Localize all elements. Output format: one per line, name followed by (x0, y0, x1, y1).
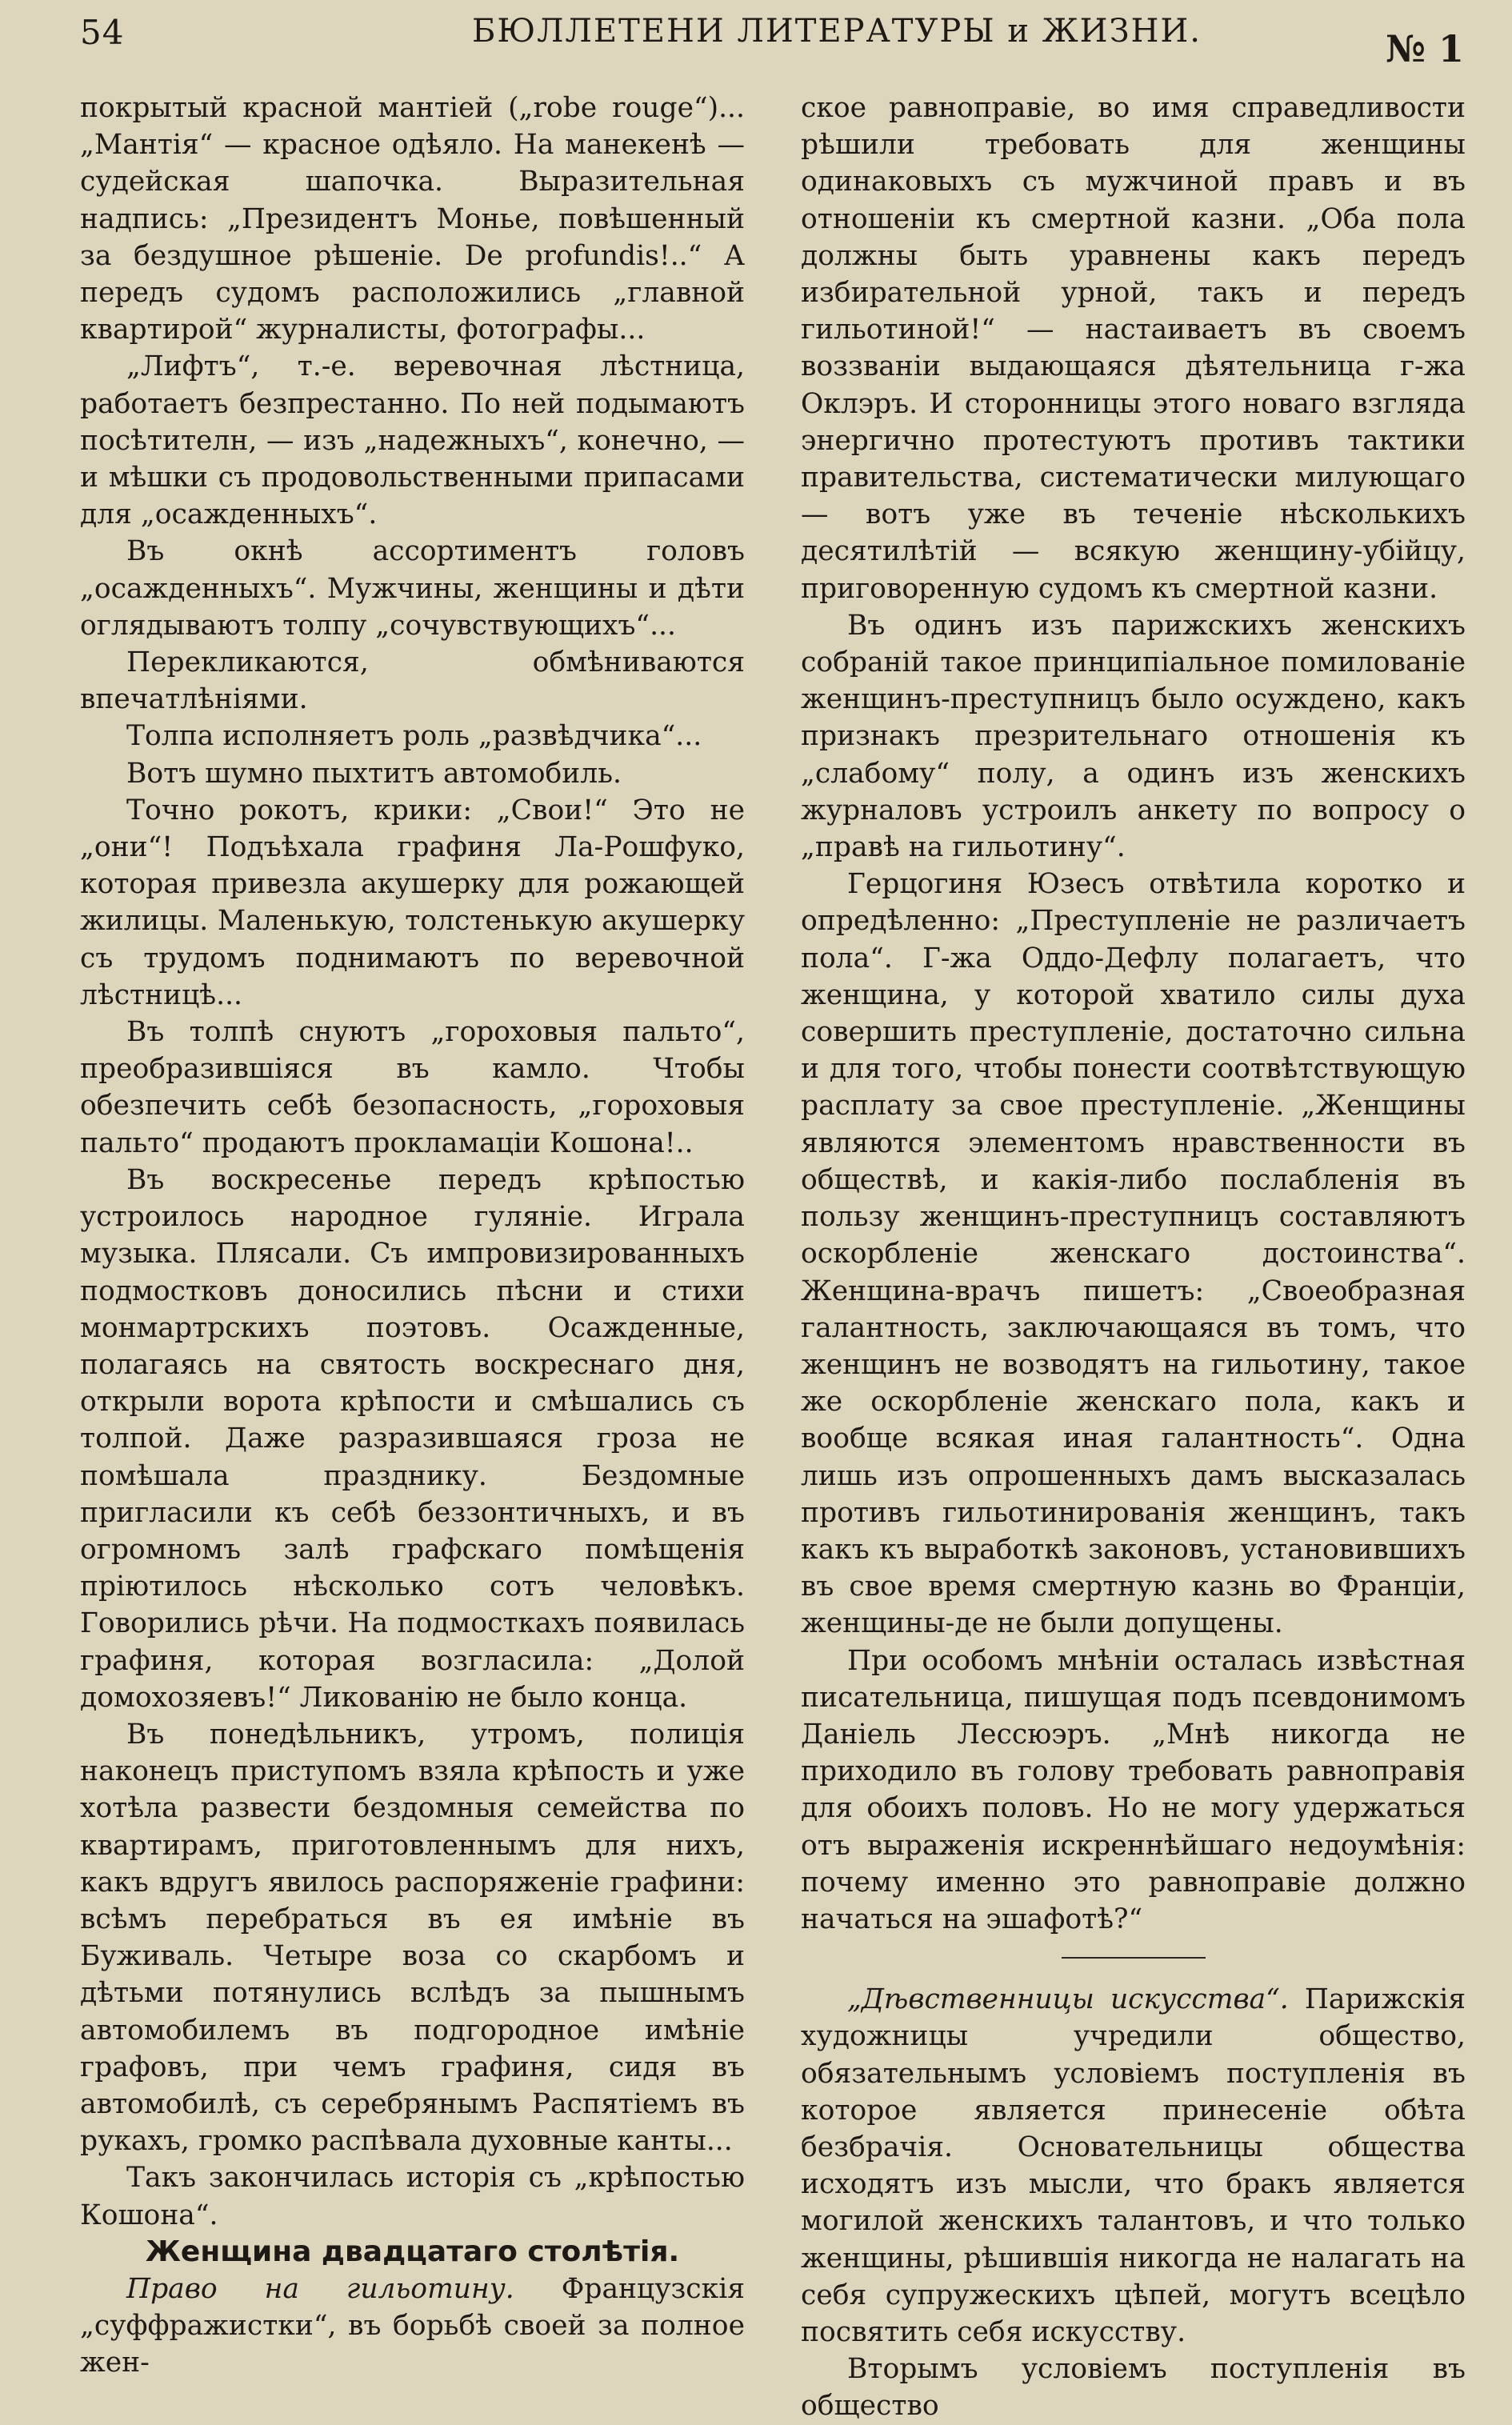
running-title: БЮЛЛЕТЕНИ ЛИТЕРАТУРЫ и ЖИЗНИ. (472, 13, 1202, 50)
paragraph: ское равноправіе, во имя справедливости рѣшили требовать для женщины одинаковыхъ съ мужчиной правъ и въ отношеніи къ смертной казни. „Оба пола должны быть уравнены какъ передъ избирательной урной, такъ и передъ гильотиной!“ — настаиваетъ въ своемъ воззваніи выдающаяся дѣятельница г-жа Оклэръ. И сторонницы этого новаго взгляда энергично протестуютъ противъ тактики правительства, систематически милующаго — вотъ уже въ теченіе нѣсколькихъ десятилѣтій — всякую женщину-убійцу, приговоренную судомъ къ смертной казни. (801, 92, 1466, 605)
paragraph-lead: Право на гильотину. (126, 2272, 514, 2305)
paragraph: Герцогиня Юзесъ отвѣтила коротко и опредѣленно: „Преступленіе не различаетъ пола“. Г-жа Оддо-Дефлу полагаетъ, что женщина, у которой хватило силы духа совершить преступленіе, достаточно сильна и для того, чтобы понести соотвѣтствующую расплату за свое преступленіе. „Женщины являются элементомъ нравственности въ обществѣ, и какія-либо послабленія въ пользу женщинъ-преступницъ составляютъ оскорбленіе женскаго достоинства“. Женщина-врачъ пишетъ: „Своеобразная галантность, заключающаяся въ томъ, что женщинъ не возводятъ на гильотину, такое же оскорбленіе женскаго пола, какъ и вообще всякая иная галантность“. Одна лишь изъ опрошенныхъ дамъ высказалась противъ гильотинированія женщинъ, такъ какъ къ выработкѣ законовъ, установившихъ въ свое время смертную казнь во Франціи, женщины-де не были допущены. (801, 868, 1466, 1640)
right-column (801, 90, 1466, 2423)
paragraph: Въ одинъ изъ парижскихъ женскихъ собраній такое принципіальное помилованіе женщинъ-преступницъ было осуждено, какъ признакъ презрительнаго отношенія къ „слабому“ полу, а одинъ изъ женскихъ журналовъ устроилъ анкету по вопросу о „правѣ на гильотину“. (801, 609, 1466, 864)
paragraph: Такъ закончилась исторія съ „крѣпостью Кошона“. (80, 2162, 745, 2231)
paragraph: Въ воскресенье передъ крѣпостью устроилось народное гуляніе. Играла музыка. Плясали. Съ импровизированныхъ подмостковъ доносились пѣсни и стихи монмартрскихъ поэтовъ. Осажденные, полагаясь на святость воскреснаго дня, открыли ворота крѣпости и смѣшались съ толпой. Даже разразившаяся гроза не помѣшала празднику. Бездомные пригласили къ себѣ беззонтичныхъ, и въ огромномъ залѣ графскаго помѣщенія пріютилось нѣсколько сотъ человѣкъ. Говорились рѣчи. На подмосткахъ появилась графиня, которая возгласила: „Долой домохозяевъ!“ Ликованію не было конца. (80, 1163, 745, 1714)
paragraph: Вторымъ условіемъ поступленія въ общество (801, 2353, 1466, 2423)
paragraph: Толпа исполняетъ роль „развѣдчика“... (126, 720, 702, 753)
paragraph-text: Французскія „суффражистки“, въ борьбѣ своей за полное жен- (80, 2272, 745, 2379)
paragraph (80, 2271, 745, 2382)
text-columns (80, 90, 1466, 2423)
paragraph: покрытый красной мантіей („robe rouge“)... „Мантія“ — красное одѣяло. На манекенѣ — судейская шапочка. Выразительная надпись: „Президентъ Монье, повѣшенный за бездушное рѣшеніе. De profundis!..“ А передъ судомъ расположились „главной квартирой“ журналисты, фотографы... (80, 92, 745, 346)
paragraph: Въ окнѣ ассортиментъ головъ „осажденныхъ“. Мужчины, женщины и дѣти оглядываютъ толпу „сочувствующихъ“... (80, 535, 745, 642)
paragraph-lead: „Дѣвственницы искусства“. (847, 1983, 1289, 2016)
paragraph: Вотъ шумно пыхтитъ автомобиль. (126, 757, 622, 790)
paragraph (801, 1981, 1466, 2351)
left-column (80, 90, 745, 2379)
paragraph: Въ толпѣ снуютъ „гороховыя пальто“, преобразившіяся въ камло. Чтобы обезпечить себѣ безопасность, „гороховыя пальто“ продаютъ прокламаціи Кошона!.. (80, 1016, 745, 1159)
section-heading: Женщина двадцатаго столѣтія. (145, 2235, 680, 2268)
issue-number: № 1 (1385, 27, 1464, 70)
paragraph: Точно рокотъ, крики: „Свои!“ Это не „они“! Подъѣхала графиня Ла-Рошфуко, которая привезла акушерку для рожающей жилицы. Маленькую, толстенькую акушерку съ трудомъ поднимаютъ по веревочной лѣстницѣ... (80, 794, 745, 1011)
section-divider (1062, 1957, 1206, 1959)
paragraph-text: Парижскія художницы учредили общество, обязательнымъ условіемъ поступленія въ которое является принесеніе обѣта безбрачія. Основательницы общества исходятъ изъ мысли, что бракъ является могилой женскихъ талантовъ, и что только женщины, рѣшившія никогда не налагать на себя супружескихъ цѣпей, могутъ всецѣло посвятить себя искусству. (801, 1983, 1466, 2348)
page-header (80, 6, 1464, 70)
paragraph: „Лифтъ“, т.-е. веревочная лѣстница, работаетъ безпрестанно. По ней подымаютъ посѣтителн, — изъ „надежныхъ“, конечно, — и мѣшки съ продовольственными припасами для „осажденныхъ“. (80, 350, 745, 531)
paragraph: Въ понедѣльникъ, утромъ, полиція наконецъ приступомъ взяла крѣпость и уже хотѣла развести бездомныя семейства по квартирамъ, приготовленнымъ для нихъ, какъ вдругъ явилось распоряженіе графини: всѣмъ перебраться въ ея имѣніе въ Буживаль. Четыре воза со скарбомъ и дѣтьми потянулись вслѣдъ за пышнымъ автомобилемъ въ подгородное имѣніе графовъ, при чемъ графиня, сидя въ автомобилѣ, съ серебрянымъ Распятіемъ въ рукахъ, громко распѣвала духовные канты... (80, 1718, 745, 2158)
paragraph: Перекликаются, обмѣниваются впечатлѣніями. (80, 646, 745, 716)
paragraph: При особомъ мнѣніи осталась извѣстная писательница, пишущая подъ псевдонимомъ Даніель Лессюэръ. „Мнѣ никогда не приходило въ голову требовать равноправія для обоихъ половъ. Но не могу удержаться отъ выраженія искреннѣйшаго недоумѣнія: почему именно это равноправіе должно начаться на эшафотѣ?“ (801, 1644, 1466, 1935)
page-number: 54 (80, 13, 125, 52)
